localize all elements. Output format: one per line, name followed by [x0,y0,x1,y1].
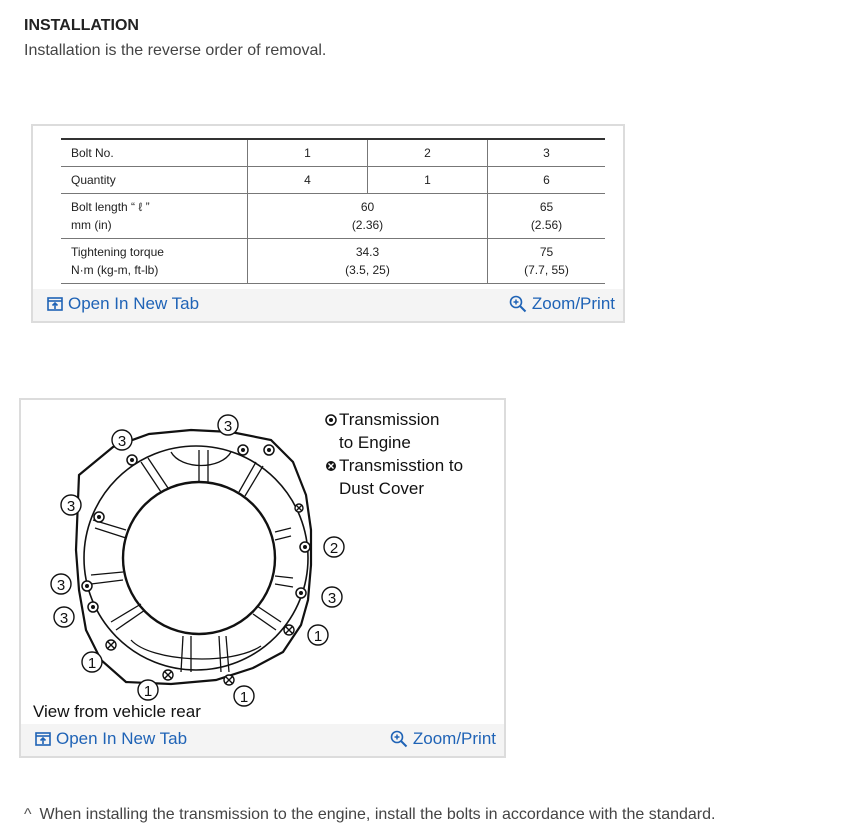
open-in-new-tab-icon [35,732,51,746]
legend-engine-line1: Transmission [339,410,440,429]
bolt-length-3 [488,194,606,239]
bolt-length-1-2-value: 60 [360,200,375,214]
engine-bolt-legend-icon [323,414,339,426]
bolt-table [61,138,605,284]
zoom-print-label: Zoom/Print [531,294,615,313]
torque-1-2-value: 34.3 [355,245,380,259]
quantity-3: 6 [488,167,606,194]
bolt-length-1-2-imperial: (2.36) [351,218,384,232]
svg-text:3: 3 [56,577,66,594]
torque-3 [488,239,606,284]
diagram-caption: View from vehicle rear [33,702,201,721]
zoom-print-link[interactable] [509,294,615,314]
svg-text:1: 1 [239,689,249,706]
housing-bore [123,482,275,634]
legend-dust-cover-line2: Dust Cover [339,479,425,498]
bolt-no-1: 1 [248,139,368,167]
bolt-length-label [61,194,248,239]
legend-engine-line2: to Engine [339,433,411,452]
callout-3 [51,574,71,594]
zoom-print-link[interactable] [390,729,496,749]
bolt-length-label-line1: Bolt length “ ℓ ” [71,200,150,214]
callout-3 [322,587,342,607]
quantity-label: Quantity [61,167,248,194]
callout-1 [82,652,102,672]
open-in-new-tab-link[interactable] [35,729,187,749]
bolt-length-3-value: 65 [539,200,554,214]
note-caret: ^ [24,806,32,823]
legend-item-dust-cover [323,454,463,500]
torque-label [61,239,248,284]
quantity-1: 4 [248,167,368,194]
callout-3 [112,430,132,450]
torque-3-value: 75 [539,245,554,259]
svg-text:3: 3 [117,433,127,450]
torque-label-line1: Tightening torque [71,245,164,259]
zoom-in-icon [390,730,408,748]
bolt-table-figure [31,124,625,323]
callout-3 [54,607,74,627]
svg-text:3: 3 [59,610,69,627]
svg-text:3: 3 [66,498,76,515]
open-in-new-tab-icon [47,297,63,311]
svg-text:1: 1 [313,628,323,645]
note-text: When installing the transmission to the engine, install the bolts in accordance with the standard. [39,806,716,823]
section-intro: Installation is the reverse order of removal. [24,42,327,59]
zoom-in-icon [509,295,527,313]
zoom-print-label: Zoom/Print [412,729,496,748]
callout-3 [218,415,238,435]
legend-item-engine [323,408,463,454]
bolt-no-3: 3 [488,139,606,167]
torque-label-line2: N·m (kg-m, ft-lb) [71,263,159,277]
bolt-length-3-imperial: (2.56) [530,218,563,232]
installation-note [24,806,715,824]
legend-dust-cover-line1: Transmisstion to [339,456,464,475]
callout-1 [234,686,254,706]
svg-text:1: 1 [143,683,153,700]
transmission-housing-diagram [21,400,339,706]
figure-toolbar [33,289,623,321]
open-in-new-tab-label: Open In New Tab [68,294,200,313]
bolt-location-figure [19,398,506,758]
torque-3-other: (7.7, 55) [524,263,569,277]
diagram-legend [323,408,463,500]
figure-toolbar [21,724,504,756]
svg-text:3: 3 [327,590,337,607]
callout-2 [324,537,344,557]
torque-1-2 [248,239,488,284]
callout-1 [138,680,158,700]
bolt-length-label-line2: mm (in) [71,218,112,232]
svg-text:2: 2 [329,540,339,557]
open-in-new-tab-label: Open In New Tab [56,729,188,748]
table-row [61,194,605,239]
bolt-no-label: Bolt No. [61,139,248,167]
section-heading: INSTALLATION [24,17,139,34]
table-row [61,239,605,284]
svg-text:3: 3 [223,418,233,435]
callout-1 [308,625,328,645]
dust-cover-bolt-legend-icon [323,460,339,472]
bolt-no-2: 2 [368,139,488,167]
callout-3 [61,495,81,515]
table-row [61,167,605,194]
bolt-length-1-2 [248,194,488,239]
table-row [61,139,605,167]
quantity-2: 1 [368,167,488,194]
torque-1-2-other: (3.5, 25) [345,263,390,277]
open-in-new-tab-link[interactable] [47,294,199,314]
svg-text:1: 1 [87,655,97,672]
